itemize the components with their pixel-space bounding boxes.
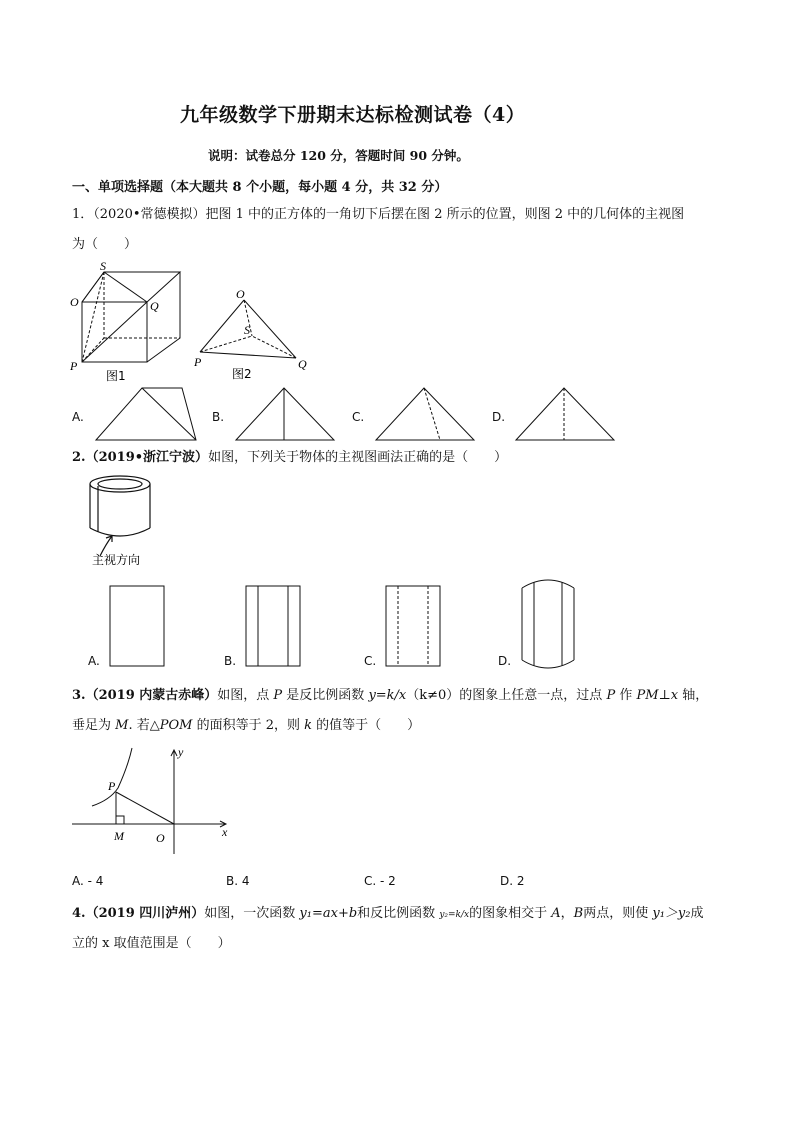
q3-text: . 若△ [128, 718, 160, 733]
q4-text: 成 [690, 906, 704, 921]
q1-option-c[interactable]: C. [352, 410, 365, 424]
q3-line2 [72, 716, 420, 736]
q3-option-a[interactable]: A. - 4 [72, 874, 104, 888]
q2-source: 2.（2019•浙江宁波） [72, 450, 209, 465]
q1-figure-tetra [192, 287, 312, 382]
q1-option-a[interactable]: A. [72, 410, 84, 424]
section-heading: 一、单项选择题（本大题共 8 个小题，每小题 4 分，共 32 分） [72, 180, 448, 195]
q1-label-q: Q [150, 299, 159, 313]
q3-graph-o: O [156, 831, 165, 845]
q1-fig2-label-p: P [194, 355, 202, 369]
q4-var-a: A [551, 906, 561, 921]
q2-option-d[interactable]: D. [498, 654, 512, 668]
q3-text: 的面积等于 2，则 [192, 718, 305, 733]
page-title: 九年级数学下册期末达标检测试卷（4） [180, 104, 526, 126]
q3-text: 垂足为 [72, 718, 116, 733]
q1-fig2-label-o: O [236, 287, 245, 301]
fig1-caption: 图1 [106, 369, 126, 383]
q2-figure-cylinder [86, 472, 186, 568]
exam-note: 说明：试卷总分 120 分，答题时间 90 分钟。 [208, 148, 469, 163]
q1-option-d-figure [514, 386, 618, 442]
q1-label-p: P [70, 359, 78, 373]
q1-line1: 1．（2020•常德模拟）把图 1 中的正方体的一角切下后摆在图 2 所示的位置，则图 2 中的几何体的主视图 [72, 207, 685, 222]
q1-option-b[interactable]: B. [212, 410, 225, 424]
q3-option-c[interactable]: C. - 2 [364, 874, 396, 888]
q1-fig2-label-q: Q [298, 357, 307, 371]
q2-option-d-figure [518, 576, 582, 672]
q3-var-pom: POM [159, 718, 193, 733]
q2-option-c[interactable]: C. [364, 654, 377, 668]
q3-option-d[interactable]: D. 2 [500, 874, 525, 888]
q1-line2: 为（ ） [72, 237, 138, 252]
q4-source: 4.（2019 四川泸州） [72, 906, 205, 921]
q3-var-k: k [304, 718, 312, 733]
q3-var-pm: PM [636, 688, 659, 703]
q2-option-a-figure [108, 584, 168, 668]
q4-line1 [72, 904, 704, 925]
q4-text: 两点，则使 [583, 906, 653, 921]
q2-stem: 如图，下列关于物体的主视图画法正确的是（ ） [208, 450, 508, 465]
q3-line1 [72, 686, 708, 706]
q3-text: 作 [615, 688, 637, 703]
q4-var-b: B [573, 906, 584, 921]
q2-option-c-figure [384, 584, 444, 668]
q3-text: 如图，点 [217, 688, 274, 703]
q3-text: 的值等于（ ） [312, 718, 421, 733]
q2-direction-label: 主视方向 [92, 553, 141, 567]
q1-label-s: S [100, 259, 106, 273]
q3-var-m: M [115, 718, 129, 733]
q1-fig2-label-s: S [244, 323, 250, 337]
q1-option-d[interactable]: D. [492, 410, 506, 424]
q1-option-b-figure [234, 386, 338, 442]
q3-var-p: P [606, 688, 616, 703]
q3-graph-y: y [178, 745, 184, 759]
q4-text: ， [560, 906, 574, 921]
q3-graph-p: P [108, 779, 116, 793]
q4-func-linear: y₁=ax+b [299, 906, 358, 921]
q3-option-b[interactable]: B. 4 [226, 874, 250, 888]
q3-figure-graph [70, 744, 240, 860]
q3-var-x: x [670, 688, 679, 703]
q4-line2: 立的 x 取值范围是（ ） [72, 936, 231, 951]
q1-option-c-figure [374, 386, 478, 442]
q3-source: 3.（2019 内蒙古赤峰） [72, 688, 218, 703]
q3-text: 是反比例函数 [282, 688, 369, 703]
q4-inequality: y₁＞y₂ [652, 906, 691, 921]
q2-option-a[interactable]: A. [88, 654, 100, 668]
q1-label-o: O [70, 295, 79, 309]
q3-var-p: P [273, 688, 283, 703]
q3-text: 轴， [678, 688, 709, 703]
q4-func-inverse: y₂=k/x [439, 910, 470, 920]
q4-text: 的图象相交于 [469, 906, 552, 921]
q2-text [72, 448, 507, 468]
q3-func: y=k/x [368, 688, 407, 703]
fig2-caption: 图2 [232, 367, 252, 381]
q1-figure-cube [70, 259, 190, 383]
q1-option-a-figure [94, 386, 204, 442]
q4-text: 和反比例函数 [357, 906, 440, 921]
q4-text: 如图，一次函数 [204, 906, 300, 921]
q3-graph-m: M [114, 829, 124, 843]
q3-graph-x: x [222, 825, 228, 839]
q2-option-b-figure [244, 584, 304, 668]
q2-option-b[interactable]: B. [224, 654, 237, 668]
q3-text: （k≠0）的图象上任意一点，过点 [406, 688, 607, 703]
q3-perp: ⊥ [658, 688, 671, 703]
